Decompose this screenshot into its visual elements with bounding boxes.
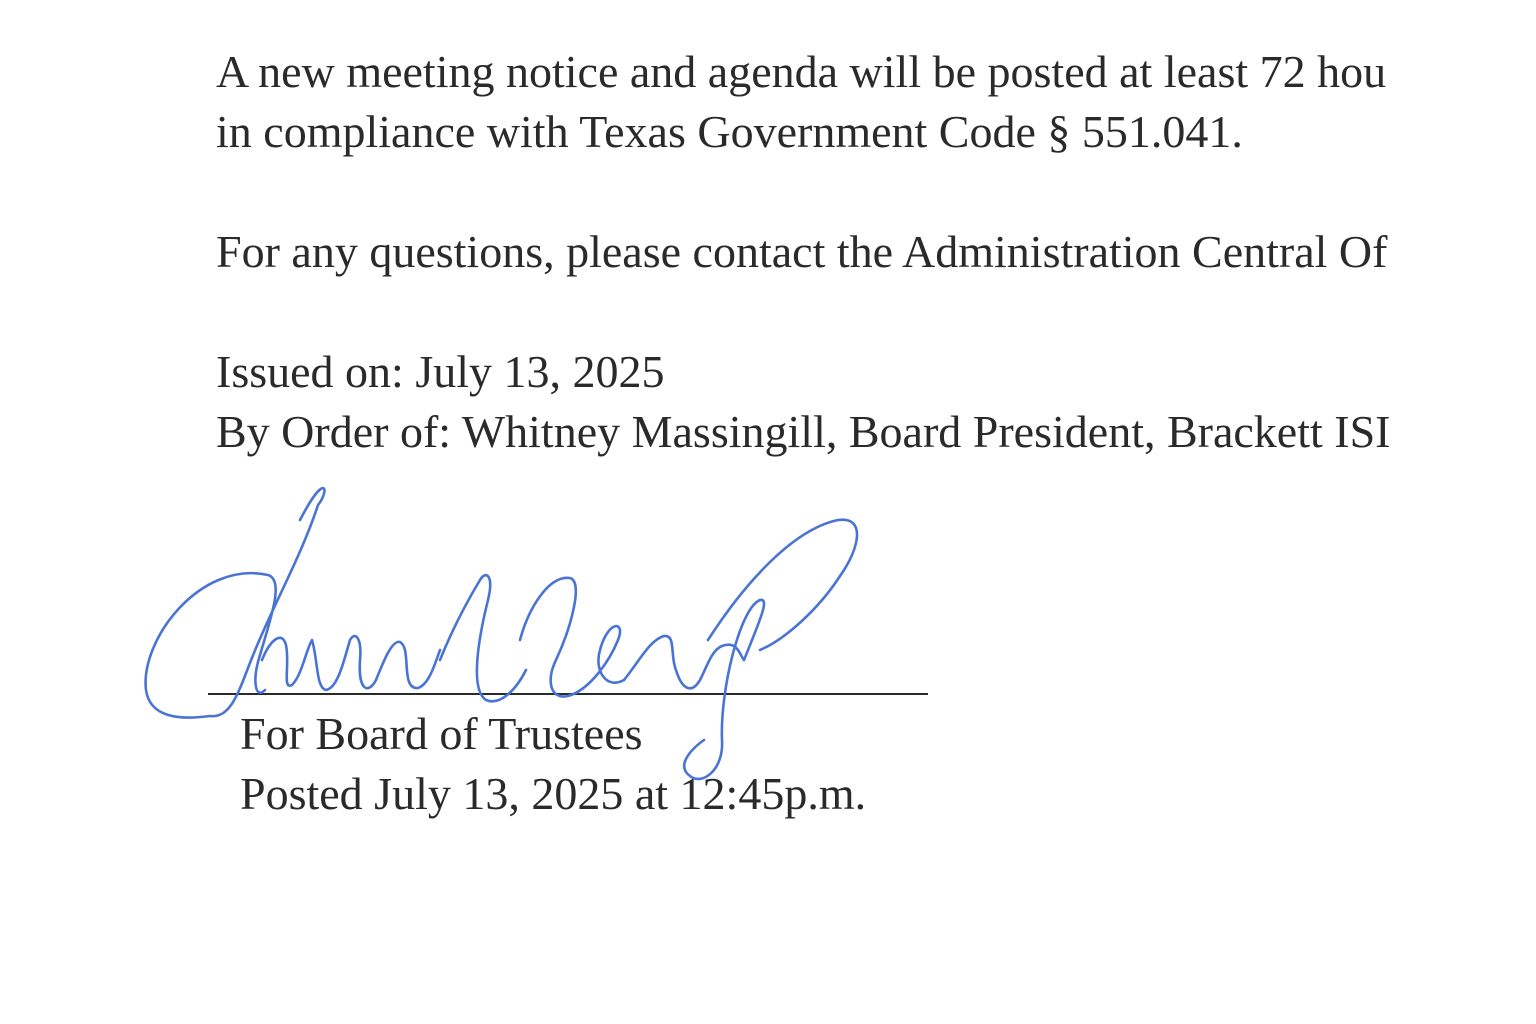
notice-text-line-1: A new meeting notice and agenda will be posted at least 72 hou: [216, 46, 1387, 97]
signature-rule: [208, 693, 928, 695]
contact-text: For any questions, please contact the Administration Central Of: [216, 226, 1388, 277]
posted-timestamp: Posted July 13, 2025 at 12:45p.m.: [240, 768, 867, 819]
signature-caption: For Board of Trustees: [240, 708, 643, 759]
issued-date: Issued on: July 13, 2025: [216, 346, 665, 397]
notice-text-line-2: in compliance with Texas Government Code § 551.041.: [216, 106, 1243, 157]
order-by-line: By Order of: Whitney Massingill, Board President, Brackett ISI: [216, 406, 1391, 457]
